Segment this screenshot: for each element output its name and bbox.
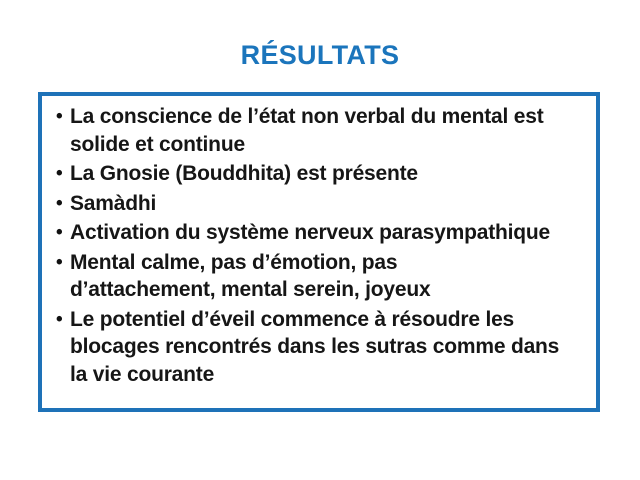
bullet-dot: • (56, 106, 63, 127)
bullet-dot: • (56, 163, 63, 184)
bullet-line: la vie courante (70, 362, 215, 386)
slide-title: RÉSULTATS (240, 40, 400, 70)
bullet-dot: • (56, 308, 63, 330)
bullet-line: Activation du système nerveux parasympathique (70, 221, 550, 244)
bullet-item-5 (54, 249, 590, 304)
bullet-item-2 (54, 160, 590, 188)
bullet-item-6 (54, 306, 590, 389)
bullet-line: blocages rencontrés dans les sutras comme dans (70, 335, 560, 358)
bullet-text-6 (70, 306, 590, 389)
bullet-item-4 (54, 219, 590, 247)
bullet-dot: • (56, 222, 63, 243)
bullet-line: d’attachement, mental serein, joyeux (70, 278, 431, 301)
bullet-dot: • (56, 192, 63, 214)
bullet-dot: • (56, 251, 63, 273)
bullet-text-4 (70, 219, 590, 247)
bullet-list (54, 103, 590, 388)
bullet-item-3 (54, 190, 590, 218)
bullet-text-2 (70, 160, 590, 188)
bullet-line: solide et continue (70, 132, 245, 156)
bullet-text-3 (70, 190, 590, 218)
bullet-line: Le potentiel d’éveil commence à résoudre les (70, 307, 515, 331)
bullet-line: La Gnosie (Bouddhita) est présente (70, 162, 418, 185)
results-box (38, 92, 600, 412)
bullet-line: Mental calme, pas d’émotion, pas (70, 250, 398, 274)
bullet-item-1 (54, 103, 590, 158)
bullet-text-5 (70, 249, 590, 304)
bullet-line: La conscience de l’état non verbal du mental est (70, 105, 544, 128)
bullet-text-1 (70, 103, 590, 158)
bullet-line: Samàdhi (70, 191, 157, 215)
